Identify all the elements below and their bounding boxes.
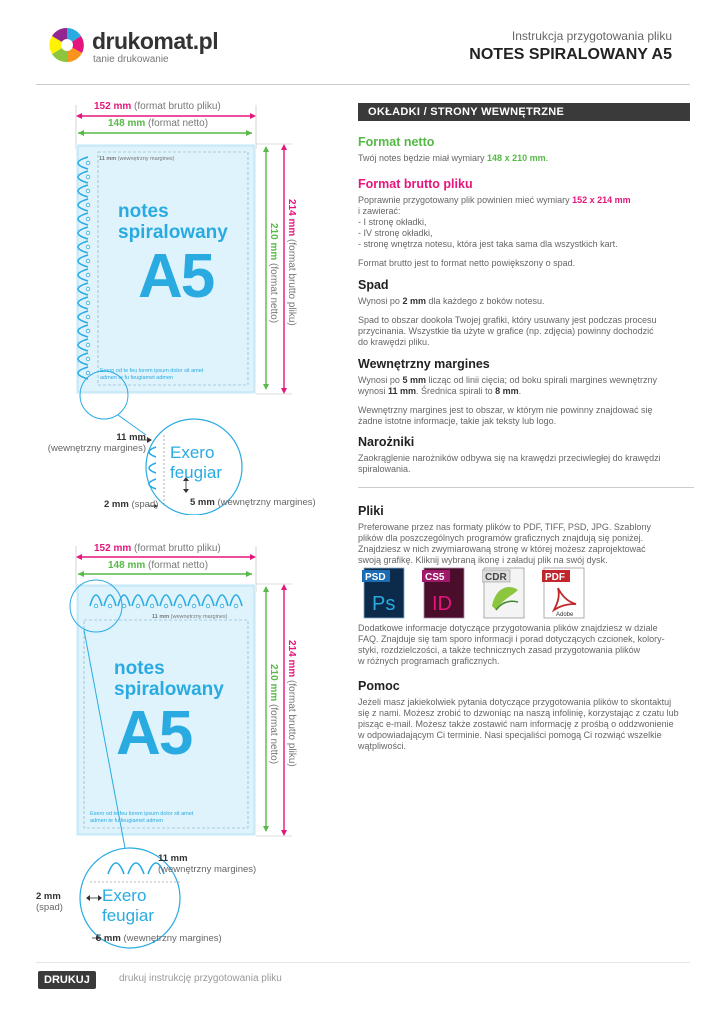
diagram-bottom-view xyxy=(30,540,350,950)
magnified-sample-text: Exero feugiar xyxy=(102,886,154,925)
spad-text: Wynosi po 2 mm dla każdego z boków notesu. Spad to obszar dookoła Twojej grafiki, który usuwany jest podczas procesu przycinania. Wszystkie tła użyte w grafice (np. zdjęcia) powinny dochodzić do krawędzi pliku. xyxy=(358,296,657,347)
corners-text: Zaokrąglenie narożników odbywa się na krawędzi przeciwległej do krawędzi spiralowania. xyxy=(358,453,661,474)
pdf-file-tag: PDF xyxy=(545,572,565,583)
magnified-sample-text: Exero feugiar xyxy=(170,443,222,482)
brutto-text: Poprawnie przygotowany plik powinien mieć wymiary 152 x 214 mm i zawierać: - I stronę okładki, - IV stronę okładki, - stronę wnętrza notesu, która jest taka sama dla wszystkich kart. Format brutto jest to format netto powiększony o spad. xyxy=(358,195,631,268)
logo-pinwheel-icon xyxy=(48,26,86,64)
notes-title: notes spiralowany xyxy=(118,201,228,243)
section-spad xyxy=(358,278,690,348)
help-text: Jeżeli masz jakiekolwiek pytania dotyczące przygotowania plików to skontaktuj się z nami. Możesz zrobić to dzwoniąc na naszą infolinię, korzystając z czatu lub pisząc e-mail. Możesz także zostawić nam informację z prośbą o oddzwonienie w odpowiadającym Ci terminie. Nasi specjaliści pomogą Ci rozwiąć wszelkie wątpliwości. xyxy=(358,697,679,751)
psd-file-icon[interactable] xyxy=(362,566,412,620)
margin-heading: Wewnętrzny margines xyxy=(358,357,490,371)
inner-margin-tiny-label: 11 mm (wewnętrzny margines) xyxy=(99,156,175,162)
netto-heading: Format netto xyxy=(358,135,435,149)
brutto-height-label: 214 mm (format brutto pliku) xyxy=(286,640,297,767)
callout-inner-margin-5: 5 mm (wewnętrzny margines) xyxy=(190,497,316,508)
help-heading: Pomoc xyxy=(358,679,400,693)
notes-title: notes spiralowany xyxy=(114,658,224,700)
logo[interactable] xyxy=(48,24,228,68)
print-link-text[interactable]: drukuj instrukcję przygotowania pliku xyxy=(119,973,282,984)
inner-margin-tiny-label: 11 mm (wewnętrzny margines) xyxy=(152,614,228,620)
netto-width-label: 148 mm (format netto) xyxy=(108,560,209,571)
brand-name: drukomat.pl xyxy=(92,28,219,54)
a5-label: A5 xyxy=(138,242,214,311)
psd-file-tag: PSD xyxy=(365,572,386,583)
section-format-brutto xyxy=(358,177,690,269)
margin-text: Wynosi po 5 mm licząc od linii cięcia; od boku spirali margines wewnętrzny wynosi 11 mm. Średnica spirali to 8 mm. Wewnętrzny margines jest to obszar, w którym nie powinny znajdować się żadne istotne informacje, takie jak teksty lub logo. xyxy=(358,375,658,426)
sample-lorem-text: Exero od te feu lorem ipsum dolor sit amet admen te fu feugiamet admen xyxy=(100,368,204,381)
header-subtitle: Instrukcja przygotowania pliku xyxy=(511,29,672,43)
callout-inner-margin-11: 11 mm (wewnętrzny margines) xyxy=(158,853,257,875)
callout-bleed-2: 2 mm (spad) xyxy=(36,891,63,913)
section-corners xyxy=(358,435,690,475)
section-bar: OKŁADKI / STRONY WEWNĘTRZNE xyxy=(358,103,690,121)
files-heading: Pliki xyxy=(358,504,384,518)
files-text: Preferowane przez nas formaty plików to PDF, TIFF, PSD, JPG. Szablony plików dla poszczególnych programów graficznych znajdują się poniżej. Znajdziesz w nich zwymiarowaną stronę w której możesz zaprojektować swoją grafikę. Kliknij wybraną ikonę i załaduj plik na swój dysk. xyxy=(358,522,651,565)
corel-file-icon[interactable] xyxy=(482,566,532,620)
indesign-file-glyph: ID xyxy=(432,593,452,615)
corel-file-tag: CDR xyxy=(485,572,507,583)
callout-inner-margin-11: 11 mm (wewnętrzny margines) xyxy=(47,432,146,454)
brutto-height-label: 214 mm (format brutto pliku) xyxy=(286,199,297,326)
netto-height-label: 210 mm (format netto) xyxy=(268,223,279,324)
footer-divider xyxy=(36,962,690,963)
netto-height-label: 210 mm (format netto) xyxy=(268,664,279,765)
print-button[interactable]: DRUKUJ xyxy=(38,971,96,989)
corners-heading: Narożniki xyxy=(358,435,415,449)
right-divider xyxy=(358,487,694,488)
diagram-top-view xyxy=(30,95,350,515)
a5-label: A5 xyxy=(116,699,192,768)
brand-tagline: tanie drukowanie xyxy=(93,54,169,65)
files-text-more: Dodatkowe informacje dotyczące przygotowania plików znajdziesz w dziale FAQ. Znajduje się tam sporo informacji i porad dotyczących czcionek, kolory- styki, rozdzielczości, a także technicznych zasad przygotowania plików w różnych programach graficznych. xyxy=(358,623,665,666)
spad-heading: Spad xyxy=(358,278,389,292)
section-help xyxy=(358,679,694,752)
brutto-width-label: 152 mm (format brutto pliku) xyxy=(94,543,221,554)
brutto-heading: Format brutto pliku xyxy=(358,177,473,191)
netto-width-label: 148 mm (format netto) xyxy=(108,118,209,129)
sample-lorem-text: Exero od te feu lorem ipsum dolor sit amet admen te fu feugiamet admen xyxy=(90,811,194,824)
header-divider xyxy=(36,84,690,85)
pdf-file-glyph: Adobe xyxy=(556,612,574,618)
section-files xyxy=(358,504,690,566)
section-format-netto xyxy=(358,135,690,164)
indesign-file-icon[interactable] xyxy=(422,566,472,620)
header-title: NOTES SPIRALOWANY A5 xyxy=(469,46,672,63)
indesign-file-tag: CS5 xyxy=(425,572,445,583)
psd-file-glyph: Ps xyxy=(372,593,396,615)
netto-text: Twój notes będzie miał wymiary 148 x 210 mm. xyxy=(358,153,549,163)
template-icons xyxy=(362,566,602,622)
brutto-width-label: 152 mm (format brutto pliku) xyxy=(94,101,221,112)
callout-inner-margin-5: 5 mm (wewnętrzny margines) xyxy=(96,933,222,944)
section-inner-margin xyxy=(358,357,690,427)
callout-bleed-2: 2 mm (spad) xyxy=(104,499,159,510)
pdf-file-icon[interactable] xyxy=(542,566,592,620)
